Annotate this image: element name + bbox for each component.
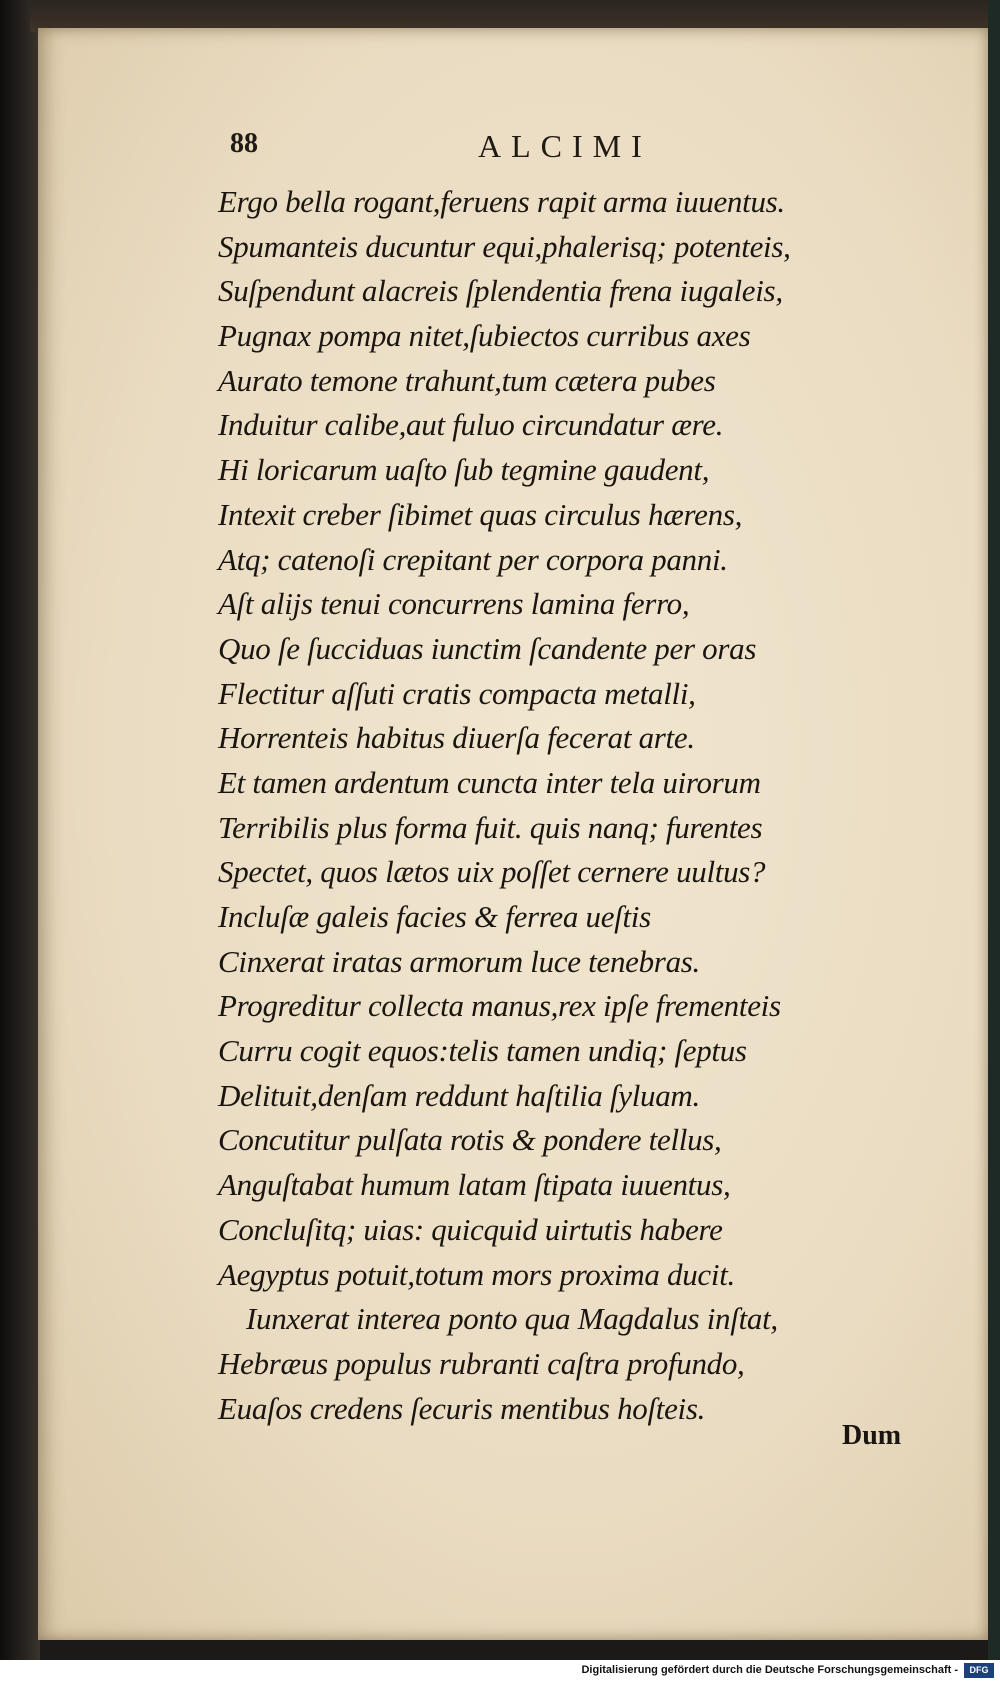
verse-line: Aſt alijs tenui concurrens lamina ferro, <box>218 586 690 622</box>
verse-line: Aegyptus potuit,totum mors proxima ducit. <box>218 1256 735 1292</box>
verse-line: Terribilis plus forma fuit. quis nanq; furentes <box>218 809 763 845</box>
verse-line: Euaſos credens ſecuris mentibus hoſteis. <box>218 1390 706 1426</box>
verse-line: Et tamen ardentum cuncta inter tela uirorum <box>218 764 761 800</box>
verse-line: Cinxerat iratas armorum luce tenebras. <box>218 943 700 979</box>
verse-line: Pugnax pompa nitet,ſubiectos curribus axes <box>218 318 751 354</box>
verse-line: Hi loricarum uaſto ſub tegmine gaudent, <box>218 452 710 488</box>
verse-line: Intexit creber ſibimet quas circulus hærens, <box>218 496 743 532</box>
page-number: 88 <box>230 128 258 159</box>
verse-line: Incluſæ galeis facies & ferrea ueſtis <box>218 899 651 934</box>
verse-line: Concluſitq; uias: quicquid uirtutis habere <box>218 1211 723 1247</box>
running-head: ALCIMI <box>478 128 652 164</box>
book-cover-edge-right <box>988 0 1000 1660</box>
dfg-logo: DFG <box>964 1663 994 1678</box>
verse-line: Curru cogit equos:telis tamen undiq; ſeptus <box>218 1033 747 1069</box>
page-header <box>230 128 730 172</box>
verse-line: Concutitur pulſata rotis & pondere tellus, <box>218 1122 722 1158</box>
book-spine <box>0 0 40 1660</box>
verse-line: Aurato temone trahunt,tum cætera pubes <box>218 362 716 398</box>
verse-line: Induitur calibe,aut fuluo circundatur ære. <box>218 407 724 443</box>
verse-line: Spumanteis ducuntur equi,phalerisq; potenteis, <box>218 228 791 264</box>
funding-credit: Digitalisierung gefördert durch die Deutsche Forschungsgemeinschaft - <box>581 1664 958 1676</box>
verse-line: Anguſtabat humum latam ſtipata iuuentus, <box>218 1167 731 1203</box>
catchword: Dum <box>842 1420 902 1451</box>
verse-line: Atq; catenoſi crepitant per corpora panni. <box>218 541 728 577</box>
verse-line: Quo ſe ſucciduas iunctim ſcandente per oras <box>218 630 757 666</box>
verse-line: Iunxerat interea ponto qua Magdalus inſtat, <box>246 1301 778 1337</box>
verse-text <box>218 180 918 1431</box>
verse-line: Horrenteis habitus diuerſa fecerat arte. <box>218 720 695 756</box>
verse-line: Suſpendunt alacreis ſplendentia frena iugaleis, <box>218 273 783 309</box>
verse-line: Hebræus populus rubranti caſtra profundo, <box>218 1345 745 1381</box>
digitization-footer <box>0 1660 1000 1684</box>
verse-line: Progreditur collecta manus,rex ipſe frementeis <box>218 988 781 1024</box>
verse-line: Delituit,denſam reddunt haſtilia ſyluam. <box>218 1077 700 1113</box>
verse-line: Spectet, quos lætos uix poſſet cernere uultus? <box>218 854 766 890</box>
verse-line: Ergo bella rogant,feruens rapit arma iuuentus. <box>218 184 785 219</box>
verse-line: Flectitur aſſuti cratis compacta metalli, <box>218 675 696 711</box>
